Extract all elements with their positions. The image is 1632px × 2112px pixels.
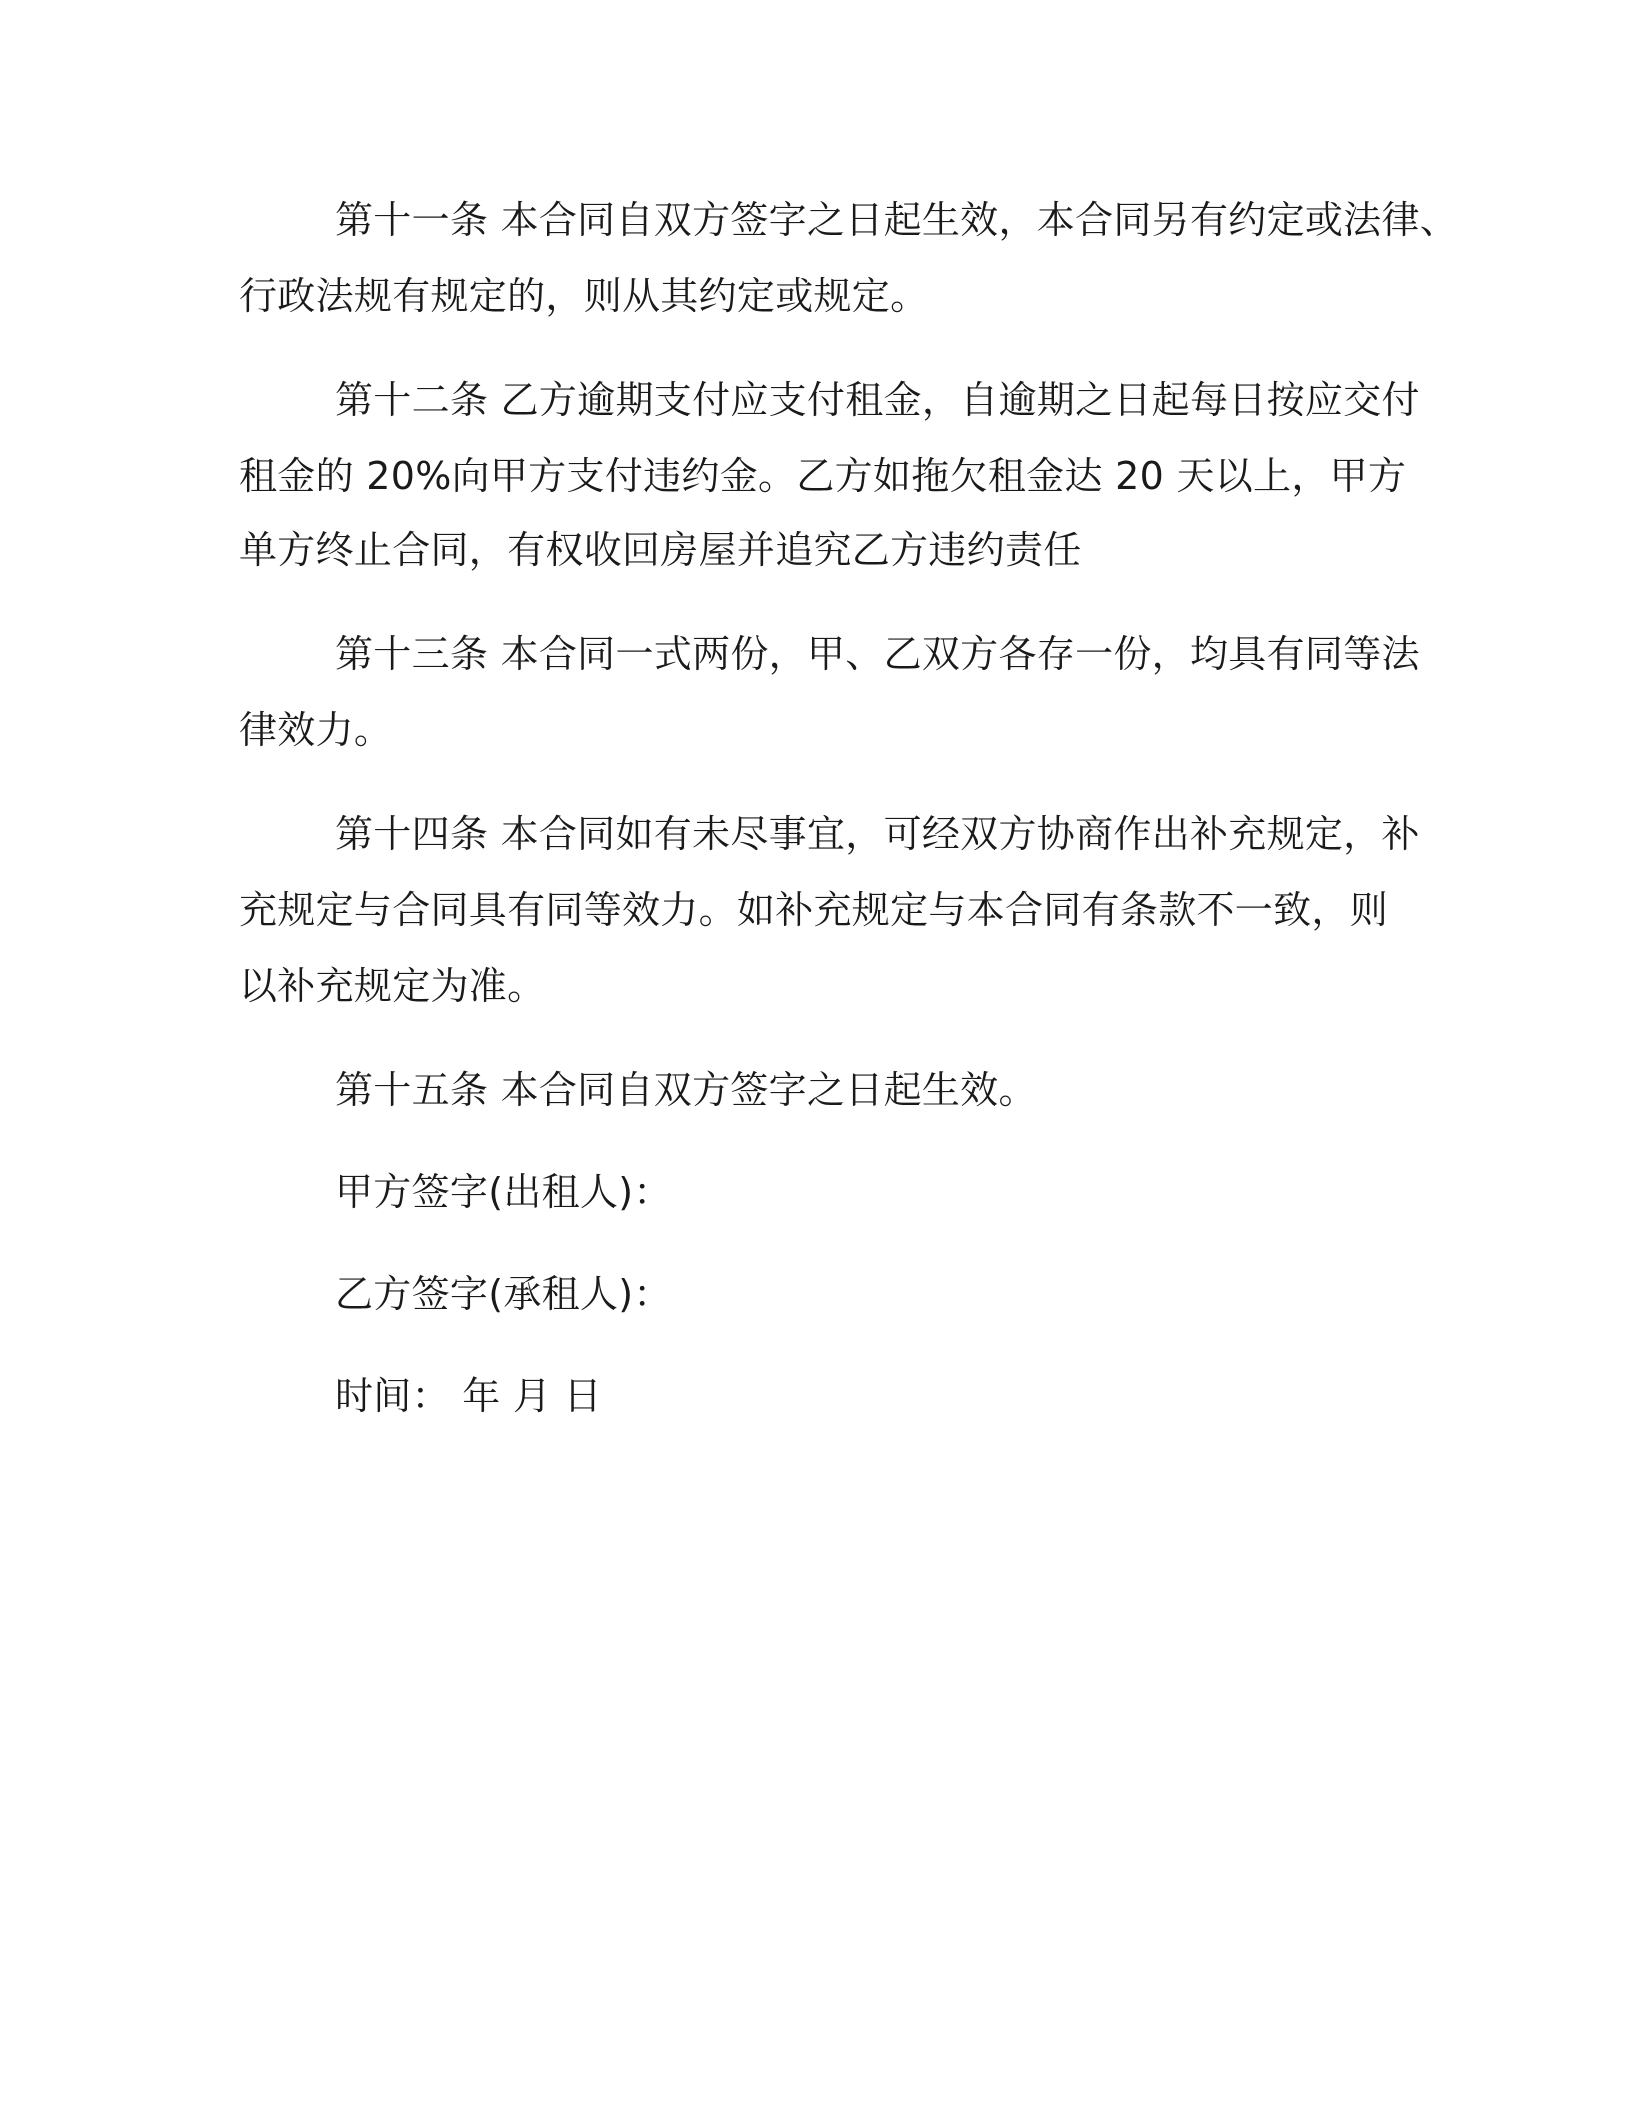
party-a-signature-label: 甲方签字(出租人)： [335, 1170, 672, 1214]
clause-11-line-2: 行政法规有规定的，则从其约定或规定。 [239, 274, 929, 318]
clause-13-line-1: 第十三条 本合同一式两份，甲、乙双方各存一份，均具有同等法 [335, 632, 1420, 676]
clause-13-line-2: 律效力。 [239, 708, 393, 752]
party-b-signature-label: 乙方签字(承租人)： [335, 1272, 672, 1316]
clause-12-line-1: 第十二条 乙方逾期支付应支付租金，自逾期之日起每日按应交付 [335, 378, 1420, 422]
clause-14-line-3: 以补充规定为准。 [239, 964, 546, 1008]
clause-12-line-2: 租金的 20%向甲方支付违约金。乙方如拖欠租金达 20 天以上，甲方 [239, 454, 1407, 498]
signature-date-label: 时间： 年 月 日 [335, 1374, 602, 1418]
clause-15-line-1: 第十五条 本合同自双方签字之日起生效。 [335, 1068, 1037, 1112]
clause-14-line-2: 充规定与合同具有同等效力。如补充规定与本合同有条款不一致，则 [239, 888, 1389, 932]
clause-14-line-1: 第十四条 本合同如有未尽事宜，可经双方协商作出补充规定，补 [335, 812, 1420, 856]
clause-12-line-3: 单方终止合同，有权收回房屋并追究乙方违约责任 [239, 528, 1082, 572]
clause-11-line-1: 第十一条 本合同自双方签字之日起生效，本合同另有约定或法律、 [335, 198, 1459, 242]
